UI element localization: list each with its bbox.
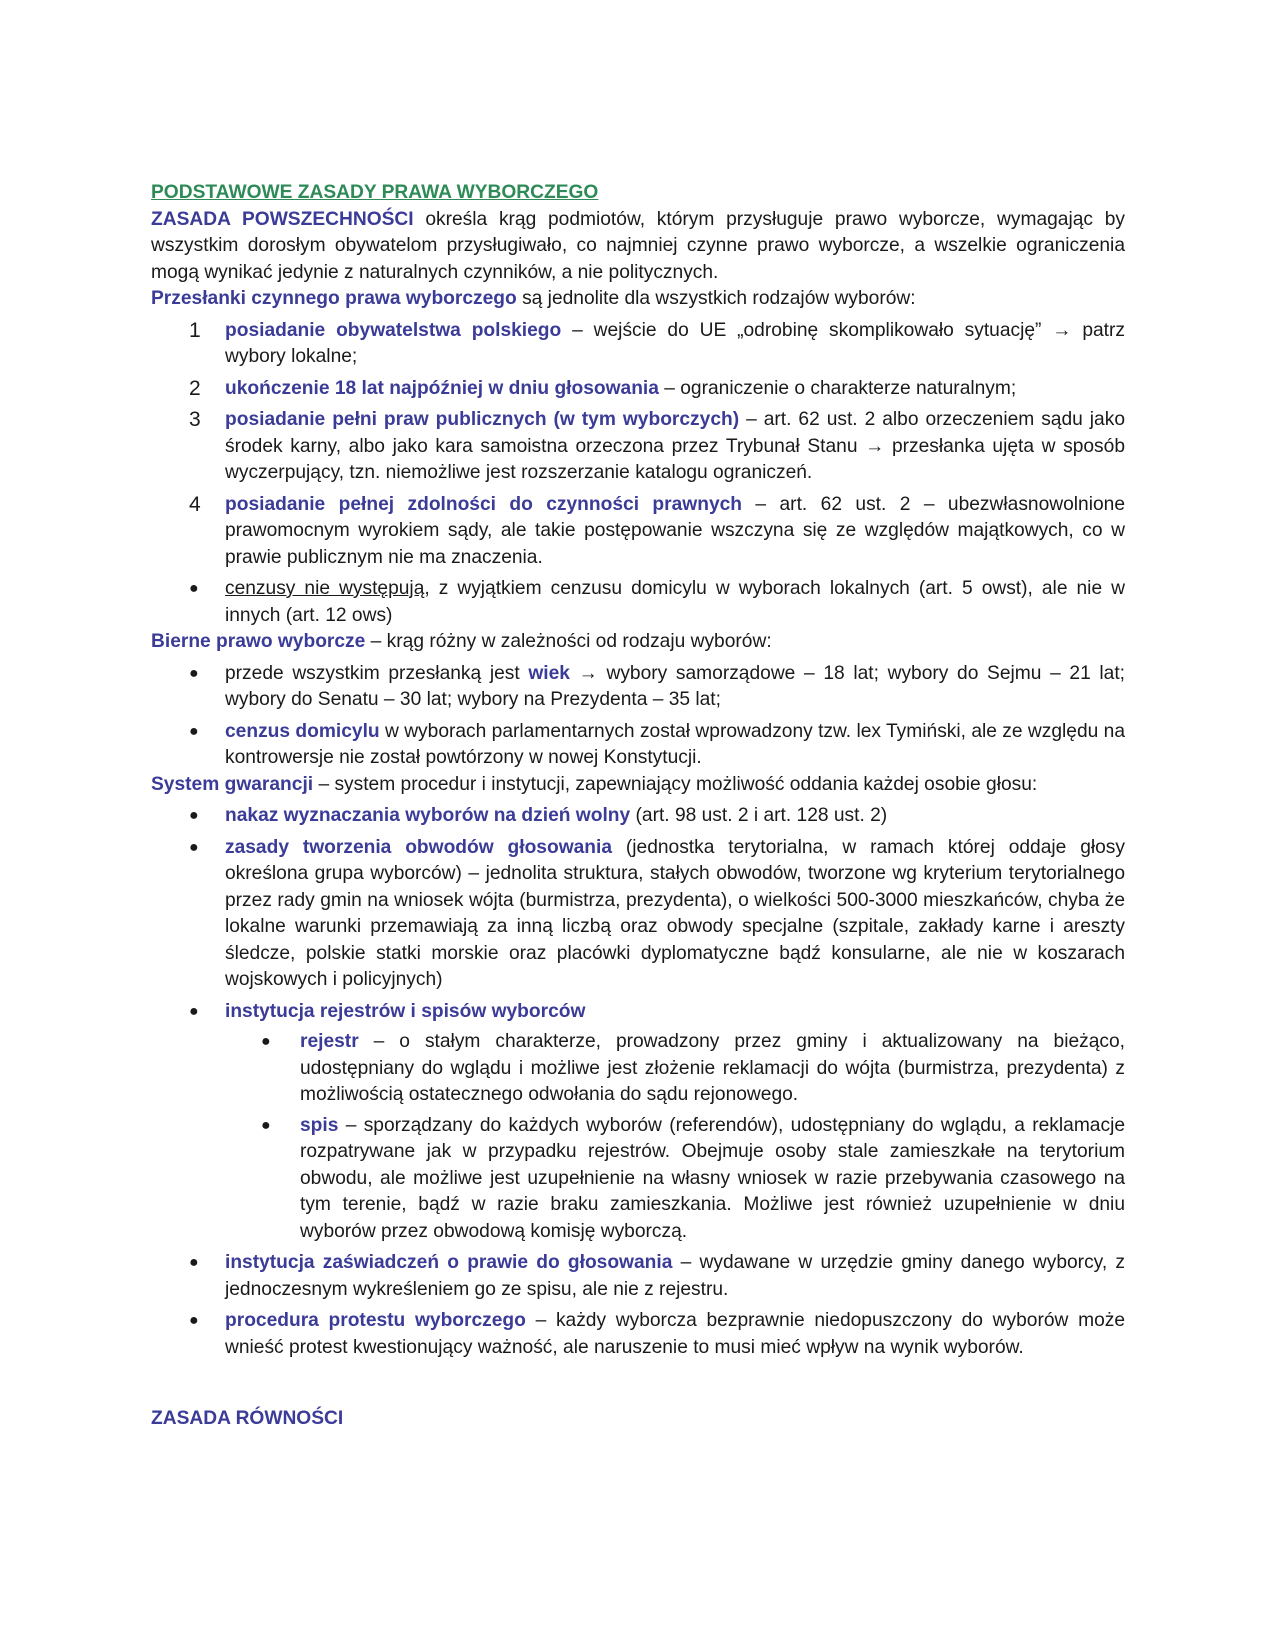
list-number: 4 <box>189 492 201 516</box>
item-term: cenzus domicylu <box>225 720 380 742</box>
guarantees-term: System gwarancji <box>151 773 314 795</box>
bullet-icon: ● <box>189 807 199 824</box>
item-text: – art. 62 ust. 2 – ubezwłasnowolnione prawomocnym wyrokiem sądy, ale takie postępowanie wszczyna się ze względów majątkowych, co w prawie publicznym nie ma znaczenia. <box>225 493 1125 568</box>
list-item <box>151 576 1125 629</box>
list-number: 1 <box>189 318 201 342</box>
active-right-term: Przesłanki czynnego prawa wyborczego <box>151 288 517 309</box>
section-title-equality: ZASADA RÓWNOŚCI <box>151 1408 344 1429</box>
passive-right-heading <box>151 629 1125 656</box>
bullet-icon: ● <box>189 580 199 597</box>
universality-term: ZASADA POWSZECHNOŚCI <box>151 208 414 230</box>
list-item <box>151 719 1125 772</box>
item-text: , z wyjątkiem cenzusu domicylu w wyborach lokalnych (art. 5 owst), ale nie w innych (art. 12 ows) <box>225 578 1125 626</box>
item-term: spis <box>300 1114 339 1136</box>
item-text: → wybory samorządowe – 18 lat; wybory do Sejmu – 21 lat; wybory do Senatu – 30 lat; wybory na Prezydenta – 35 lat; <box>225 662 1125 710</box>
item-text: – wejście do UE „odrobinę skomplikowało sytuację” → patrz wybory lokalne; <box>225 319 1125 367</box>
item-term: posiadanie pełni praw publicznych (w tym wyborczych) <box>225 409 740 430</box>
sub-list-item <box>151 1029 1125 1109</box>
item-pre-text: przede wszystkim przesłanką jest <box>225 662 529 684</box>
item-text: w wyborach parlamentarnych został wprowadzony tzw. lex Tymiński, ale ze względu na kontrowersje nie został powtórzony w nowej Konstytucji. <box>225 720 1125 768</box>
item-term: posiadanie pełnej zdolności do czynności prawnych <box>225 493 743 515</box>
bullet-icon: ● <box>189 1312 199 1329</box>
list-item <box>151 492 1125 572</box>
bullet-icon: ● <box>261 1116 271 1134</box>
item-text: – sporządzany do każdych wyborów (referendów), udostępniany do wglądu, a reklamacje rozpatrywane jak w przypadku rejestrów. Obejmuje osoby stale zamieszkałe na terytorium obwodu, ale możliwe jest uzupełnienie na własny wniosek w razie przebywania czasowego na tym terenie, bądź w razie braku zamieszkania. Możliwe jest również uzupełnienie w dniu wyborów przez obwodową komisję wyborczą. <box>300 1114 1125 1242</box>
guarantees-heading <box>151 772 1125 799</box>
item-term: zasady tworzenia obwodów głosowania <box>225 836 613 858</box>
item-text: – każdy wyborcza bezprawnie niedopuszczony do wyborów może wnieść protest kwestionujący ważność, ale naruszenie to musi mieć wpływ na wynik wyborów. <box>225 1310 1126 1358</box>
sub-list-item <box>151 1113 1125 1246</box>
item-text: – o stałym charakterze, prowadzony przez gminy i aktualizowany na bieżąco, udostępniany do wglądu i możliwe jest złożenie reklamacji do wójta (burmistrza, prezydenta) z możliwością ostatecznego odwołania do sądu rejonowego. <box>300 1031 1125 1105</box>
item-term: rejestr <box>300 1031 359 1052</box>
item-text: (jednostka terytorialna, w ramach której oddaje głosy określona grupa wyborców) – jednolita struktura, stałych obwodów, tworzone wg kryterium terytorialnego przez rady gmin na wniosek wójta (burmistrza, prezydenta), o wielkości 500-3000 mieszkańców, chyba że lokalne warunki przemawiają za inną liczbą oraz obwody specjalne (szpitale, zakłady karne i areszty śledcze, polskie statki morskie oraz placówki dyplomatyczne bądź konsularne, ale nie w koszarach wojskowych i policyjnych) <box>225 836 1125 990</box>
bullet-icon: ● <box>189 722 199 740</box>
list-item <box>151 1250 1125 1303</box>
item-term: wiek <box>528 662 570 684</box>
universality-paragraph <box>151 207 1125 287</box>
universality-text: określa krąg podmiotów, którym przysługuje prawo wyborcze, wymagając by wszystkim dorosłym obywatelom przysługiwało, co najmniej czynne prawo wyborcze, a wszelkie ograniczenia mogą wynikać jedynie z naturalnych czynników, a nie politycznych. <box>151 208 1125 283</box>
bullet-icon: ● <box>189 838 199 856</box>
bullet-icon: ● <box>189 1254 199 1271</box>
bullet-icon: ● <box>189 664 199 682</box>
item-term: instytucja rejestrów i spisów wyborców <box>225 1000 586 1022</box>
list-item <box>151 661 1125 714</box>
list-number: 3 <box>189 408 201 431</box>
guarantees-text: – system procedur i instytucji, zapewniający możliwość oddania każdej osobie głosu: <box>313 773 1038 795</box>
list-item <box>151 803 1125 830</box>
item-text: – ograniczenie o charakterze naturalnym; <box>658 377 1017 399</box>
list-number: 2 <box>189 376 201 400</box>
list-item <box>151 407 1125 487</box>
item-term: ukończenie 18 lat najpóźniej w dniu głosowania <box>225 377 659 399</box>
item-text: – wydawane w urzędzie gminy danego wyborcy, z jednoczesnym wykreśleniem go ze spisu, ale nie z rejestru. <box>225 1252 1125 1300</box>
passive-right-text: – krąg różny w zależności od rodzaju wyborów: <box>365 631 772 652</box>
bullet-icon: ● <box>261 1033 271 1050</box>
list-item <box>151 376 1125 403</box>
item-term: nakaz wyznaczania wyborów na dzień wolny <box>225 805 631 826</box>
item-term: procedura protestu wyborczego <box>225 1310 526 1331</box>
list-item <box>151 999 1125 1026</box>
bullet-icon: ● <box>189 1002 199 1020</box>
list-item <box>151 318 1125 371</box>
document-page <box>151 180 1125 1433</box>
passive-right-term: Bierne prawo wyborcze <box>151 631 366 652</box>
item-text: – art. 62 ust. 2 albo orzeczeniem sądu jako środek karny, albo jako kara samoistna orzeczona przez Trybunał Stanu → przesłanka ujęta w sposób wyczerpujący, tzn. niemożliwe jest rozszerzanie katalogu ograniczeń. <box>225 409 1125 483</box>
list-item <box>151 835 1125 994</box>
item-text: (art. 98 ust. 2 i art. 128 ust. 2) <box>630 805 888 826</box>
active-right-heading <box>151 286 1125 313</box>
item-term: instytucja zaświadczeń o prawie do głosowania <box>225 1252 673 1273</box>
list-item <box>151 1308 1125 1361</box>
item-underlined-text: cenzusy nie występują <box>225 578 425 599</box>
document-title: PODSTAWOWE ZASADY PRAWA WYBORCZEGO <box>151 182 599 203</box>
active-right-text: są jednolite dla wszystkich rodzajów wyborów: <box>516 288 916 309</box>
item-term: posiadanie obywatelstwa polskiego <box>225 319 562 341</box>
